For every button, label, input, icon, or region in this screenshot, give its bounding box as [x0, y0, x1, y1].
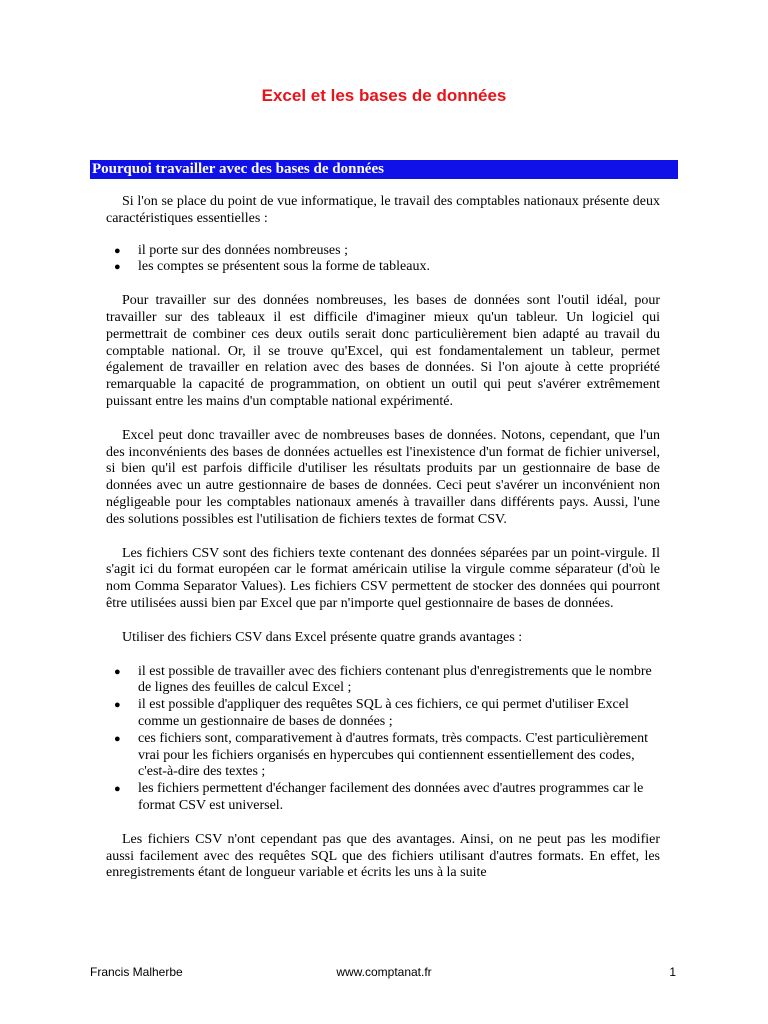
section-heading: Pourquoi travailler avec des bases de données [90, 160, 678, 179]
bullet-icon: ● [114, 732, 121, 745]
footer-website: www.comptanat.fr [336, 965, 432, 979]
footer-author: Francis Malherbe [90, 965, 183, 979]
bullet-icon: ● [114, 244, 121, 257]
list-item: ● les fichiers permettent d'échanger facilement des données avec d'autres programmes car le format CSV est universel. [114, 781, 644, 813]
paragraph: Si l'on se place du point de vue informatique, le travail des comptables nationaux présente deux caractéristiques essentielles : [106, 194, 660, 226]
list-item: ● les comptes se présentent sous la forme de tableaux. [114, 259, 430, 275]
document-body [106, 194, 660, 882]
paragraph: Excel peut donc travailler avec de nombreuses bases de données. Notons, cependant, que l'un des inconvénients des bases de données actuelles est l'inexistence d'un format de fichier universel, si bien qu'il est parfois difficile d'utiliser les résultats produits par un gestionnaire de base de données avec un autre gestionnaire de bases de données. Ceci peut s'avérer un inconvénient non négligeable pour les comptables nationaux amenés à travailler dans différents pays. Aussi, l'une des solutions possibles est l'utilisation de fichiers textes de format CSV. [106, 427, 660, 527]
characteristics-list [106, 243, 660, 277]
page-footer [90, 963, 678, 981]
footer-page-number: 1 [669, 965, 676, 979]
paragraph: Les fichiers CSV n'ont cependant pas que des avantages. Ainsi, on ne peut pas les modifier aussi facilement avec des requêtes SQL que des fichiers utilisant d'autres formats. En effet, les enregistrements étant de longueur variable et écrits les uns à la suite [106, 831, 660, 881]
list-item: ● il est possible d'appliquer des requêtes SQL à ces fichiers, ce qui permet d'utiliser Excel comme un gestionnaire de bases de données ; [114, 697, 629, 729]
list-item: ● il est possible de travailler avec des fichiers contenant plus d'enregistrements que le nombre de lignes des feuilles de calcul Excel ; [114, 663, 652, 696]
paragraph: Les fichiers CSV sont des fichiers texte contenant des données séparées par un point-virgule. Il s'agit ici du format européen car le format américain utilise la virgule comme séparateur (d'où le nom Comma Separator Values). Les fichiers CSV permettent de stocker des données qui pourront être utilisées aussi bien par Excel que par n'importe quel gestionnaire de bases de données. [106, 545, 660, 611]
list-item: ● ces fichiers sont, comparativement à d'autres formats, très compacts. C'est particulièrement vrai pour les fichiers organisés en hypercubes qui contiennent essentiellement des codes, c'est-à-dire des textes ; [114, 730, 649, 780]
advantages-list [106, 664, 660, 815]
document-title: Excel et les bases de données [261, 86, 507, 105]
bullet-icon: ● [114, 783, 121, 796]
paragraph: Pour travailler sur des données nombreuses, les bases de données sont l'outil idéal, pour travailler sur des tableaux il est difficile d'imaginer mieux qu'un tableur. Un logiciel qui permettrait de combiner ces deux outils serait donc particulièrement bien adapté au travail du comptable national. Or, il se trouve qu'Excel, qui est fondamentalement un tableur, permet également de travailler en relation avec des bases de données. Si l'on ajoute à cette propriété remarquable la capacité de programmation, on obtient un outil qui peut s'avérer extrêmement puissant entre les mains d'un comptable national expérimenté. [106, 293, 660, 409]
bullet-icon: ● [114, 261, 121, 274]
bullet-icon: ● [114, 699, 121, 712]
bullet-icon: ● [114, 665, 121, 678]
paragraph: Utiliser des fichiers CSV dans Excel présente quatre grands avantages : [122, 629, 523, 645]
list-item: ● il porte sur des données nombreuses ; [114, 242, 348, 258]
